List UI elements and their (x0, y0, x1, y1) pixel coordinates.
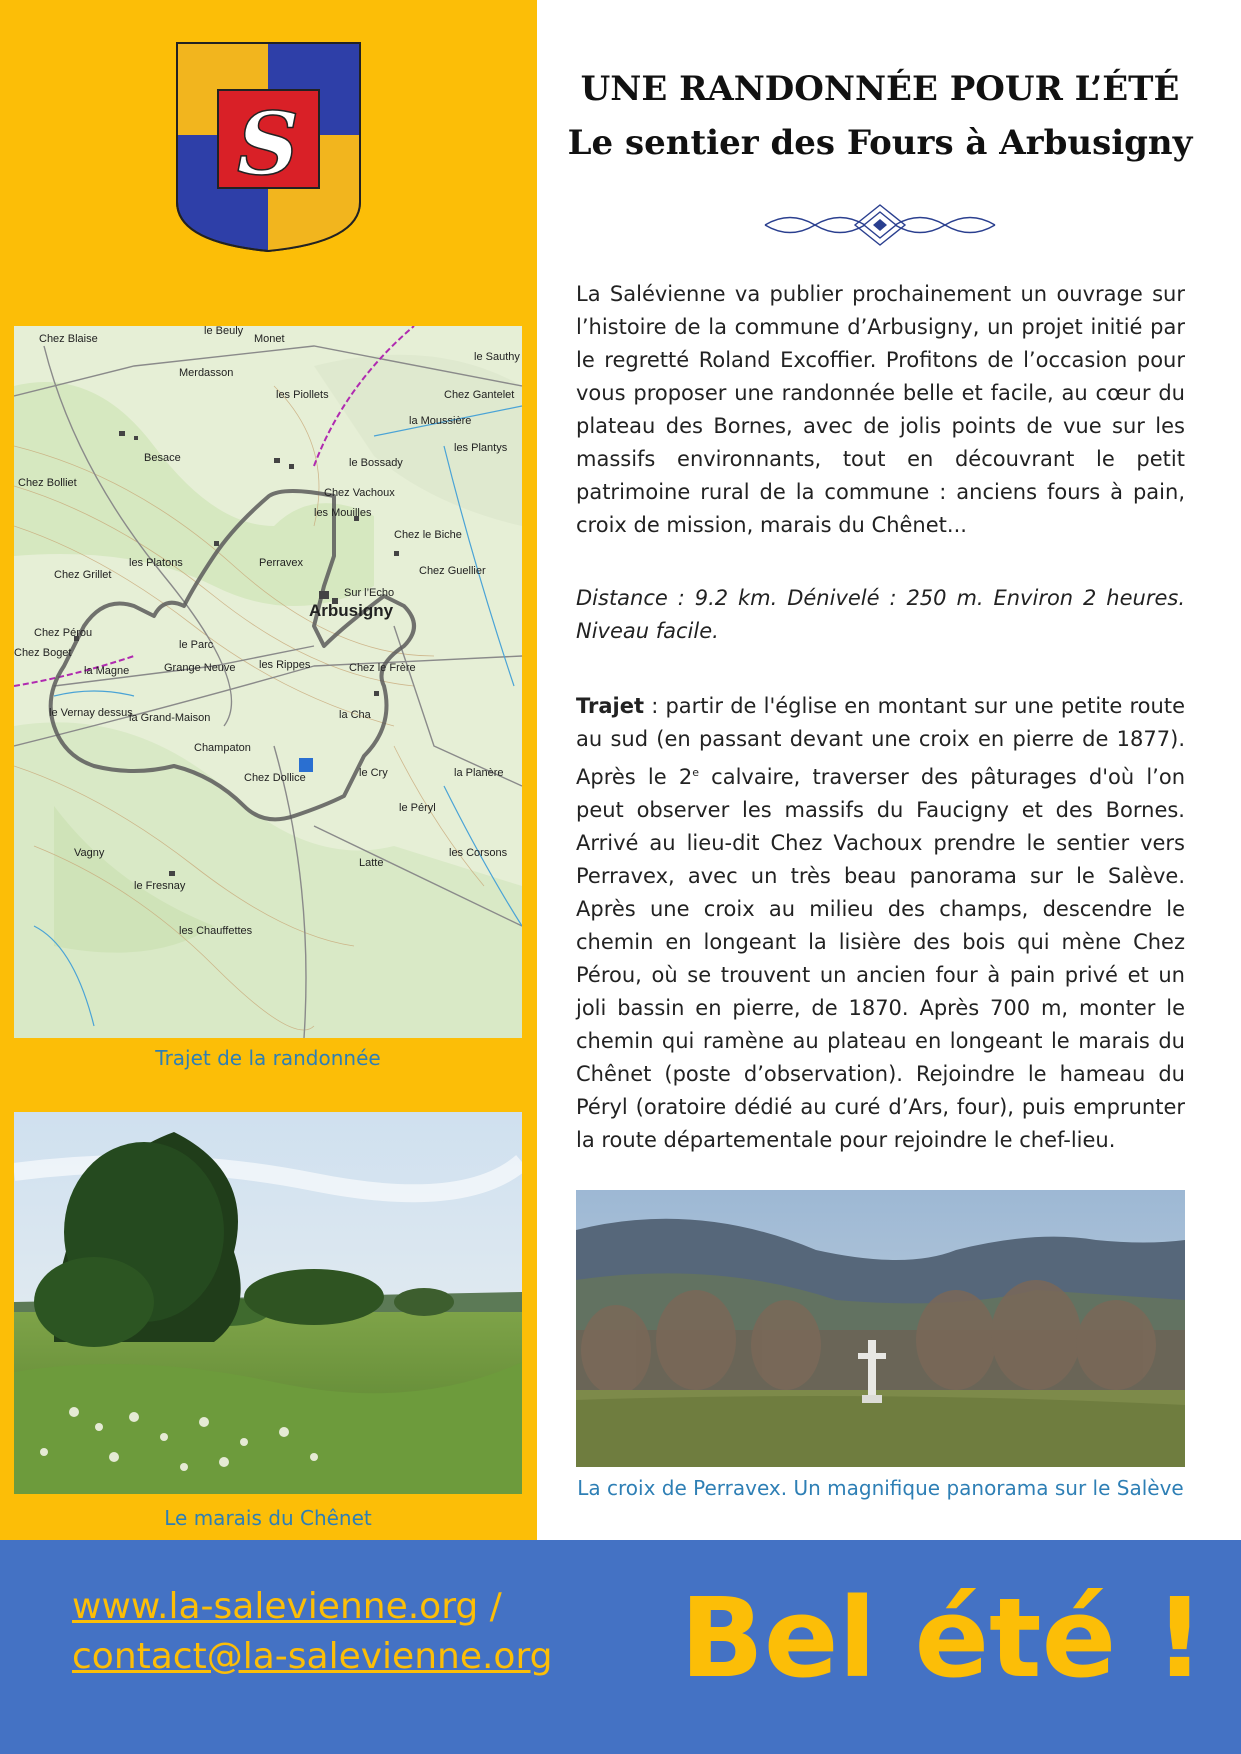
map-label: Chez Guellier (419, 565, 486, 577)
hike-info: Distance : 9.2 km. Dénivelé : 250 m. Environ 2 heures. Niveau facile. (576, 586, 1185, 643)
map-label: Chez Blaise (39, 333, 98, 345)
map-label: Champaton (194, 742, 251, 754)
map-label: les Piollets (276, 389, 329, 401)
map-label: Chez Pérou (34, 627, 93, 639)
map-label: la Grand-Maison (129, 712, 211, 724)
map-label: les Corsons (449, 847, 508, 859)
map-label: le Péryl (399, 802, 436, 814)
map-label: Chez le Frère (349, 662, 416, 674)
map-label: Grange Neuve (164, 662, 236, 674)
map-label: Chez Bolliet (18, 477, 77, 489)
map-label: les Plantys (454, 442, 508, 454)
map-label: Sur l’Echo (344, 587, 395, 599)
map-label: Chez Dollice (244, 772, 306, 784)
map-label: Besace (144, 452, 181, 464)
map-label: Chez Grillet (54, 569, 112, 581)
map-label: le Bossady (349, 457, 403, 469)
map-caption: Trajet de la randonnée (155, 1046, 381, 1070)
map-label: Merdasson (179, 367, 234, 379)
map-label: le Cry (359, 767, 388, 779)
map-label: Chez le Biche (394, 529, 462, 541)
map-label: Perravex (259, 557, 304, 569)
map-label: Latte (359, 857, 384, 869)
map-label: les Mouilles (314, 507, 372, 519)
route-text-1: : partir de l'église en montant sur une petite route au sud (en passant devant une croix en pierre de 1877). Après le 2 (576, 694, 1185, 789)
crest-letter: S (236, 94, 300, 195)
greeting-text: Bel été ! (680, 1574, 1205, 1702)
marsh-photo (14, 1112, 522, 1494)
cross-photo (576, 1190, 1185, 1467)
title-line-1: UNE RANDONNÉE POUR L’ÉTÉ (580, 69, 1180, 109)
map-label: la Moussière (409, 415, 472, 427)
page-title (560, 62, 1200, 170)
website-link[interactable]: www.la-salevienne.org (72, 1586, 479, 1627)
map-label: les Platons (129, 557, 183, 569)
map-label: les Chauffettes (179, 925, 253, 937)
map-label: Monet (254, 333, 285, 345)
map-label: la Cha (339, 709, 371, 721)
email-link[interactable]: contact@la-salevienne.org (72, 1636, 553, 1677)
map-label: le Sauthy (474, 351, 520, 363)
cross-caption: La croix de Perravex. Un magnifique panorama sur le Salève (577, 1476, 1184, 1500)
route-text-2: calvaire, traverser des pâturages d'où l’on peut observer les massifs du Faucigny et des Bornes. Arrivé au lieu-dit Chez Vachoux prendre le sentier vers Perravex, avec un très beau panorama sur le Salève. Après une croix au milieu des champs, descendre le chemin en longeant la lisière des bois qui mène Chez Pérou, où se trouvent un ancien four à pain privé et un joli bassin en pierre, de 1870. Après 700 m, monter le chemin qui ramène au plateau en longeant le marais du Chênet (poste d’observation). Rejoindre le hameau du Péryl (oratoire dédié au curé d’Ars, four), puis emprunter la route départementale pour rejoindre le chef-lieu. (576, 765, 1186, 1152)
footer-links (72, 1582, 552, 1682)
route-sup: e (692, 766, 699, 779)
marsh-caption: Le marais du Chênet (164, 1506, 372, 1530)
map-label: Chez Gantelet (444, 389, 515, 401)
map-label: le Fresnay (134, 880, 186, 892)
map-label: le Parc (179, 639, 214, 651)
ornament-divider (760, 200, 1000, 250)
map-label: la Planère (454, 767, 504, 779)
map-label: la Magne (84, 665, 130, 677)
map-label: le Beuly (204, 326, 244, 337)
route-paragraph (576, 690, 1185, 1157)
map-label: le Vernay dessus (49, 707, 133, 719)
hiking-map (14, 326, 522, 1038)
map-label: Chez Boget (14, 647, 72, 659)
map-label: Chez Vachoux (324, 487, 395, 499)
link-separator: / (478, 1586, 502, 1627)
map-label: les Rippes (259, 659, 311, 671)
title-line-2: Le sentier des Fours à Arbusigny (567, 123, 1193, 163)
map-label-arbusigny: Arbusigny (309, 601, 394, 620)
coat-of-arms-logo (176, 42, 361, 252)
intro-paragraph: La Salévienne va publier prochainement un ouvrage sur l’histoire de la commune d’Arbusigny, un projet initié par le regretté Roland Excoffier. Profitons de l’occasion pour vous proposer une randonnée belle et facile, au cœur du plateau des Bornes, avec de jolis points de vue sur les massifs environnants, tout en découvrant le petit patrimoine rural de la commune : anciens fours à pain, croix de mission, marais du Chênet... (576, 282, 1185, 537)
map-label: Vagny (74, 847, 105, 859)
route-label: Trajet (576, 694, 645, 718)
